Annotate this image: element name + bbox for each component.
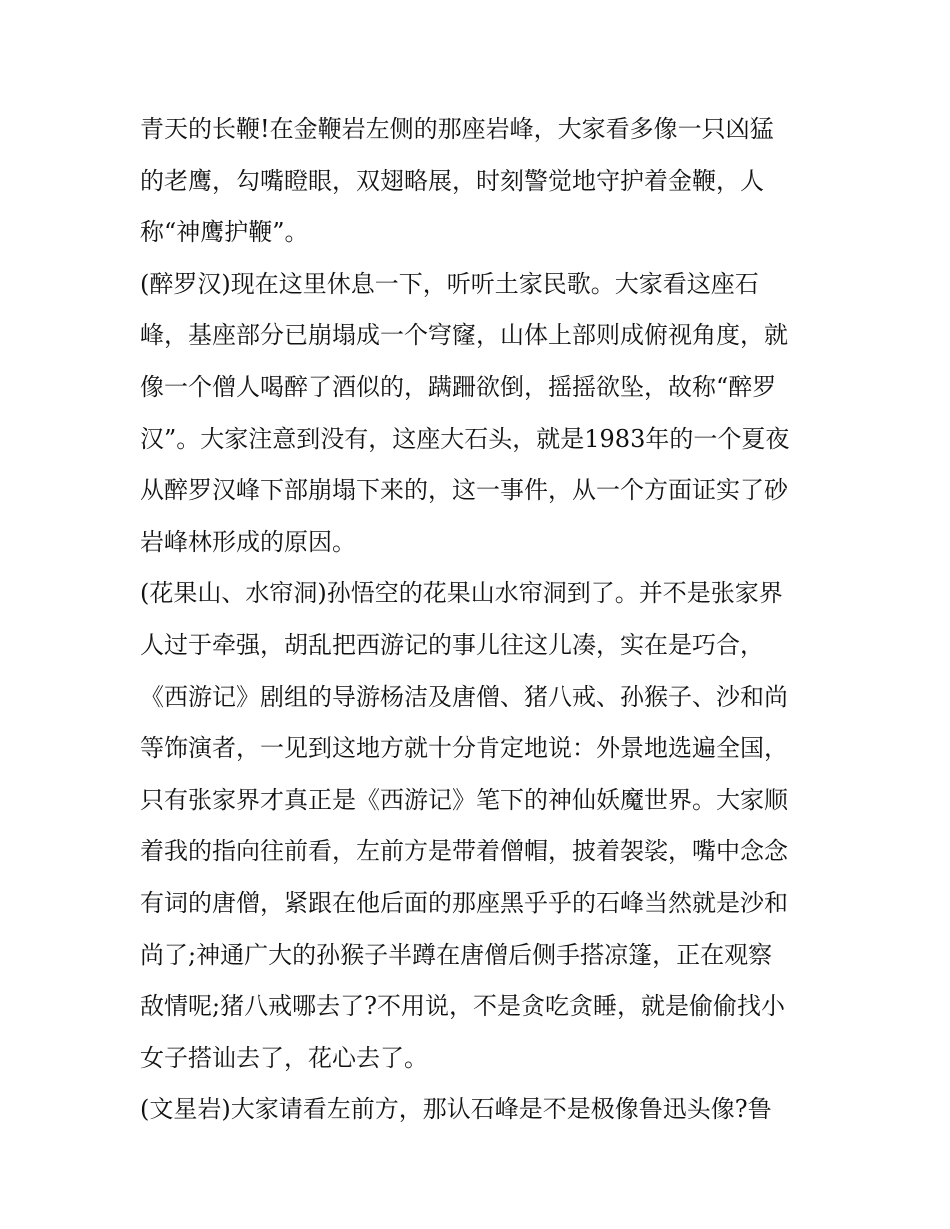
text-line: (花果山、水帘洞)孙悟空的花果山水帘洞到了。并不是张家界: [140, 579, 783, 608]
text-line: 尚了;神通广大的孙猴子半蹲在唐僧后侧手搭凉篷，正在观察: [140, 940, 773, 969]
body-text: [140, 104, 820, 1136]
text-line: (醉罗汉)现在这里休息一下，听听土家民歌。大家看这座石: [140, 269, 759, 298]
text-line: 只有张家界才真正是《西游记》笔下的神仙妖魔世界。大家顺: [140, 785, 788, 814]
text-line: 《西游记》剧组的导游杨洁及唐僧、猪八戒、孙猴子、沙和尚: [140, 682, 788, 711]
text-line: 从醉罗汉峰下部崩塌下来的，这一事件，从一个方面证实了砂: [140, 476, 788, 505]
text-line: 人过于牵强，胡乱把西游记的事儿往这儿凑，实在是巧合，: [140, 630, 764, 659]
text-line: 岩峰林形成的原因。: [140, 527, 356, 556]
text-line: 像一个僧人喝醉了酒似的，蹒跚欲倒，摇摇欲坠，故称“醉罗: [140, 372, 777, 401]
text-line: 有词的唐僧，紧跟在他后面的那座黑乎乎的石峰当然就是沙和: [140, 888, 788, 917]
text-line: (文星岩)大家请看左前方，那认石峰是不是极像鲁迅头像?鲁: [140, 1095, 772, 1124]
text-line: 汉”。大家注意到没有，这座大石头，就是1983年的一个夏夜: [140, 424, 790, 453]
text-line: 峰，基座部分已崩塌成一个穹窿，山体上部则成俯视角度，就: [140, 321, 788, 350]
text-line: 女子搭讪去了，花心去了。: [140, 1043, 428, 1072]
text-line: 青天的长鞭!在金鞭岩左侧的那座岩峰，大家看多像一只凶猛: [140, 115, 774, 143]
text-line: 着我的指向往前看，左前方是带着僧帽，披着袈裟，嘴中念念: [140, 837, 788, 866]
text-line: 称“神鹰护鞭”。: [140, 218, 309, 247]
text-line: 敌情呢;猪八戒哪去了?不用说，不是贪吃贪睡，就是偷偷找小: [140, 992, 785, 1021]
text-line: 等饰演者，一见到这地方就十分肯定地说：外景地选遍全国，: [140, 734, 788, 763]
text-line: 的老鹰，勾嘴瞪眼，双翅略展，时刻警觉地守护着金鞭，人: [140, 166, 764, 195]
